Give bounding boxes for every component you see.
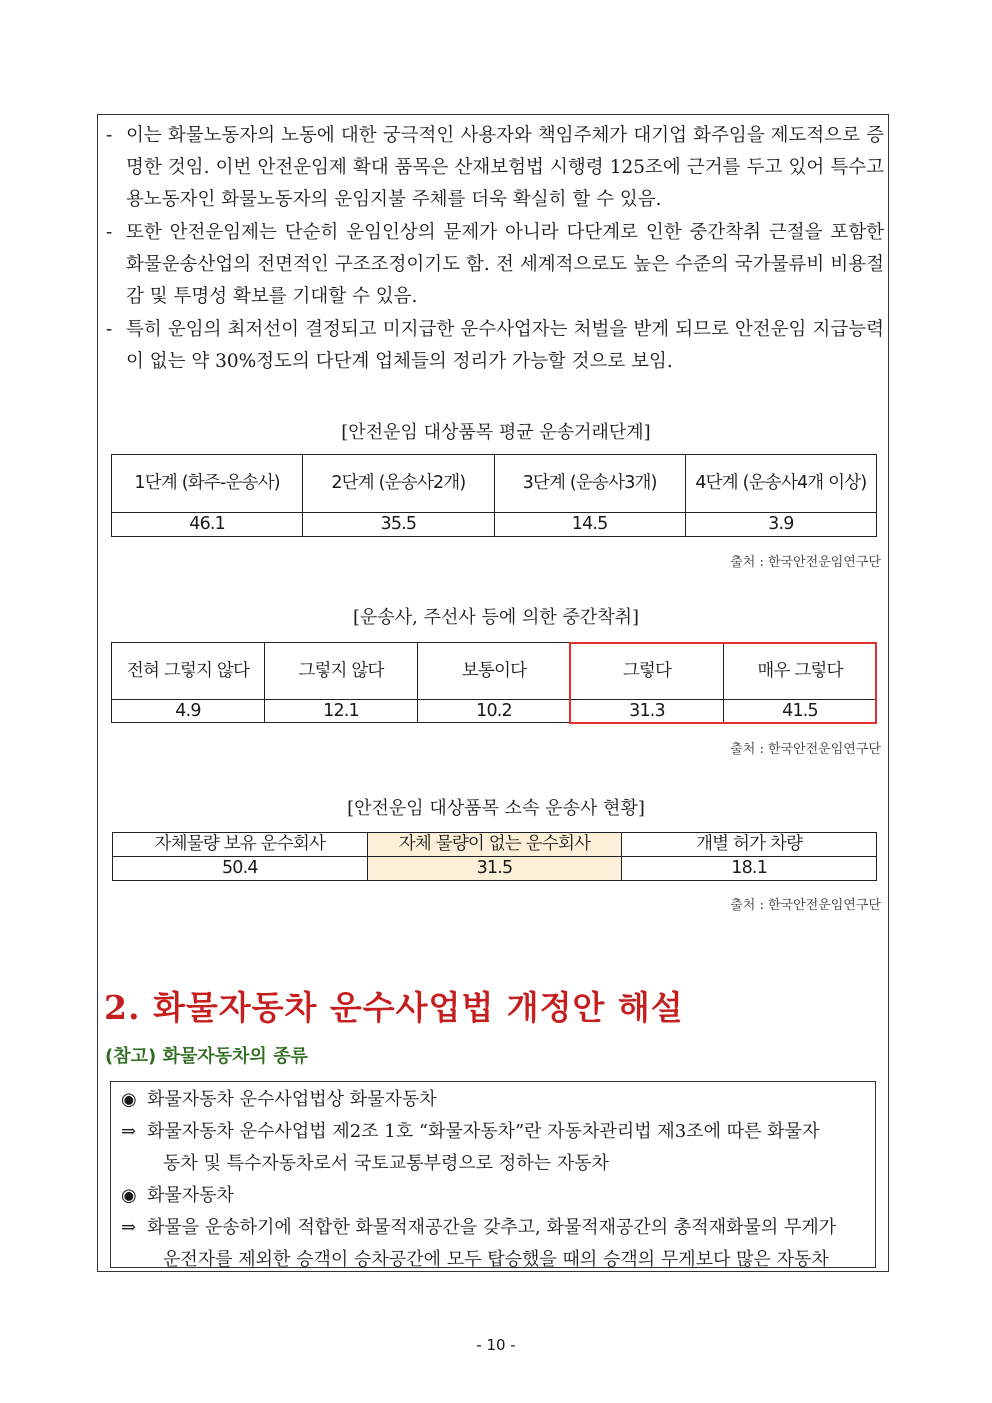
table-header-cell: 1단계 (화주-운송사) <box>112 455 303 513</box>
table-header-cell: 전혀 그렇지 않다 <box>112 643 265 700</box>
page-number: - 10 - <box>476 1336 516 1354</box>
table2-source: 출처 : 한국안전운임연구단 <box>730 742 881 757</box>
transaction-stage-table <box>111 454 877 537</box>
arrow-icon: ⇒ <box>121 1217 137 1238</box>
bullet-dash: - <box>106 319 113 340</box>
table-header-cell: 보통이다 <box>418 643 571 700</box>
bullet-item <box>106 120 884 216</box>
table-value-cell: 14.5 <box>494 513 685 537</box>
bullet-text: 특히 운임의 최저선이 결정되고 미지급한 운수사업자는 처벌을 받게 되므로 안전운임 지급능력이 없는 약 30%정도의 다단계 업체들의 정리가 가능할 것으로 보임. <box>126 319 884 372</box>
reference-title-text: 화물자동차 <box>147 1185 234 1206</box>
table-header-cell: 그렇다 <box>571 643 724 700</box>
bullet-text: 이는 화물노동자의 노동에 대한 궁극적인 사용자와 책임주체가 대기업 화주임을 제도적으로 증명한 것임. 이번 안전운임제 확대 품목은 산재보험법 시행령 125조에 근거를 두고 있어 특수고용노동자인 화물노동자의 운임지불 주체를 더욱 확실히 할 수 있음. <box>126 125 884 210</box>
reference-item-title <box>121 1084 865 1116</box>
reference-item-title <box>121 1180 865 1212</box>
table-header-row <box>113 833 877 857</box>
bullet-item <box>106 314 884 378</box>
table-header-cell: 2단계 (운송사2개) <box>303 455 494 513</box>
reference-item-definition <box>121 1116 865 1148</box>
reference-definition-text: 화물자동차 운수사업법 제2조 1호 “화물자동차”란 자동차관리법 제3조에 따른 화물자 <box>147 1121 820 1142</box>
table-header-cell: 개별 허가 차량 <box>622 833 877 857</box>
table-value-row <box>113 857 877 881</box>
reference-box <box>110 1081 876 1268</box>
table-value-cell: 35.5 <box>303 513 494 537</box>
highlight-box <box>569 642 877 724</box>
table-value-cell: 31.5 <box>367 857 622 881</box>
table-value-row <box>112 513 877 537</box>
arrow-icon: ⇒ <box>121 1121 137 1142</box>
table-header-cell: 3단계 (운송사3개) <box>494 455 685 513</box>
reference-item-definition-cont: 운전자를 제외한 승객이 승차공간에 모두 탑승했을 때의 승객의 무게보다 많은 자동차 <box>163 1249 829 1270</box>
reference-title-text: 화물자동차 운수사업법상 화물자동차 <box>147 1089 437 1110</box>
bullet-dash: - <box>106 125 113 146</box>
bullet-dash: - <box>106 222 113 243</box>
table-value-cell: 4.9 <box>112 700 265 723</box>
bullet-item <box>106 217 884 313</box>
table-value-cell: 41.5 <box>724 700 877 723</box>
table-value-cell: 3.9 <box>685 513 876 537</box>
table2-caption: [운송사, 주선사 등에 의한 중간착취] <box>352 607 640 628</box>
section-subtitle: (참고) 화물자동차의 종류 <box>105 1046 308 1067</box>
table-value-cell: 31.3 <box>571 700 724 723</box>
table-header-row <box>112 455 877 513</box>
table-value-cell: 46.1 <box>112 513 303 537</box>
table-value-cell: 18.1 <box>622 857 877 881</box>
table-value-cell: 50.4 <box>113 857 368 881</box>
reference-item-definition-cont: 동차 및 특수자동차로서 국토교통부령으로 정하는 자동차 <box>163 1153 609 1174</box>
carrier-status-table <box>112 832 877 881</box>
table-header-cell: 그렇지 않다 <box>265 643 418 700</box>
bullet-text: 또한 안전운임제는 단순히 운임인상의 문제가 아니라 다단계로 인한 중간착취 근절을 포함한 화물운송산업의 전면적인 구조조정이기도 함. 전 세계적으로도 높은 수준의 국가물류비 비용절감 및 투명성 확보를 기대할 수 있음. <box>126 222 884 307</box>
radio-bullet-icon: ◉ <box>121 1185 137 1206</box>
table1-caption: [안전운임 대상품목 평균 운송거래단계] <box>341 422 651 443</box>
table-header-cell: 4단계 (운송사4개 이상) <box>685 455 876 513</box>
table3-source: 출처 : 한국안전운임연구단 <box>730 898 881 913</box>
reference-item-definition <box>121 1212 865 1244</box>
reference-definition-text: 화물을 운송하기에 적합한 화물적재공간을 갖추고, 화물적재공간의 총적재화물의 무게가 <box>147 1217 837 1238</box>
bullet-list <box>106 120 884 379</box>
table1-source: 출처 : 한국안전운임연구단 <box>730 555 881 570</box>
table-header-cell: 자체물량 보유 운수회사 <box>113 833 368 857</box>
table-header-cell: 자체 물량이 없는 운수회사 <box>367 833 622 857</box>
table-value-cell: 12.1 <box>265 700 418 723</box>
table-value-cell: 10.2 <box>418 700 571 723</box>
section-title: 2. 화물자동차 운수사업법 개정안 해설 <box>104 988 684 1027</box>
table-header-cell: 매우 그렇다 <box>724 643 877 700</box>
radio-bullet-icon: ◉ <box>121 1089 137 1110</box>
table3-caption: [안전운임 대상품목 소속 운송사 현황] <box>347 798 645 819</box>
